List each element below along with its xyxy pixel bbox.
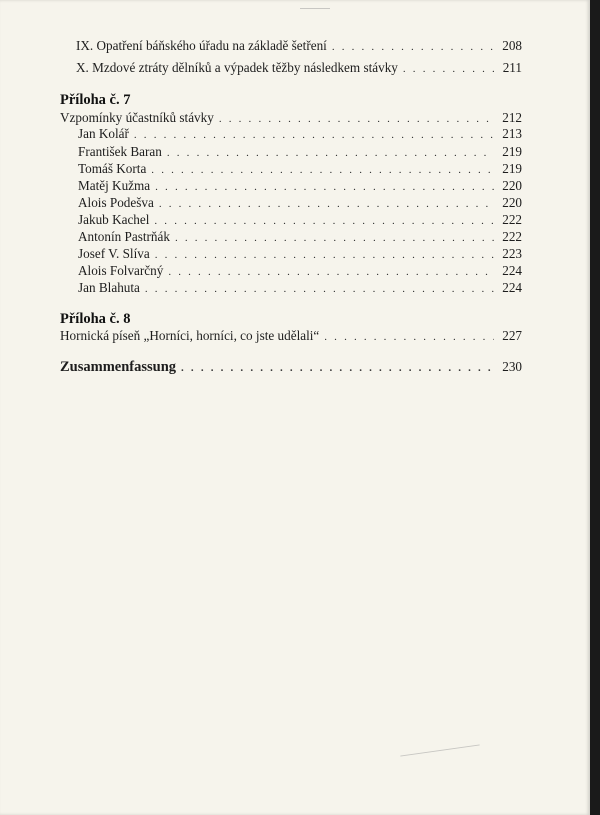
paper-mark (400, 744, 479, 756)
leader-dots (219, 113, 494, 125)
toc-entry-page: 222 (502, 229, 522, 244)
toc-entry[interactable] (78, 280, 522, 296)
toc-entry[interactable] (78, 246, 522, 262)
toc-entry-page: 224 (502, 280, 522, 295)
toc-entry-page: 223 (502, 246, 522, 261)
toc-entry-title: Hornická píseň „Horníci, horníci, co jste udělali“ (60, 328, 320, 343)
toc-entry[interactable] (78, 229, 522, 245)
toc-entry-title: Josef V. Slíva (78, 246, 150, 261)
toc-entry-page: 211 (502, 60, 522, 75)
toc-entry-page: 219 (502, 144, 522, 159)
toc-entry-page: 213 (502, 126, 522, 141)
leader-dots (155, 181, 494, 193)
toc-entry-chapter-ix[interactable] (76, 38, 522, 54)
toc-entry[interactable] (78, 178, 522, 194)
toc-entry-title: Antonín Pastrňák (78, 229, 170, 244)
toc-entry[interactable] (78, 161, 522, 177)
toc-entry[interactable] (78, 144, 522, 160)
toc-entry-appendix-7-section[interactable] (60, 110, 522, 126)
toc-entry-title: IX. Opatření báňského úřadu na základě šetření (76, 38, 327, 53)
toc-entry-title: Jan Blahuta (78, 280, 140, 295)
leader-dots (151, 164, 494, 176)
toc-entry-title: Jakub Kachel (78, 212, 150, 227)
toc-entry-page: 230 (502, 359, 522, 374)
toc-entry[interactable] (78, 126, 522, 142)
toc-entry-title: Matěj Kužma (78, 178, 151, 193)
leader-dots (134, 129, 494, 141)
leader-dots (159, 198, 494, 210)
toc-entry-title: František Baran (78, 144, 162, 159)
appendix-8-heading: Příloha č. 8 (60, 311, 131, 327)
toc-entry-page: 220 (502, 195, 522, 210)
toc-entry-page: 219 (502, 161, 522, 176)
leader-dots (403, 63, 494, 75)
toc-entry[interactable] (78, 263, 522, 279)
toc-entry-title: Jan Kolář (78, 126, 129, 141)
toc-entry-page: 208 (502, 38, 522, 53)
toc-entry-page: 212 (502, 110, 522, 125)
toc-entry-page: 227 (502, 328, 522, 343)
toc-entry-title: X. Mzdové ztráty dělníků a výpadek těžby následkem stávky (76, 60, 398, 75)
leader-dots (168, 266, 494, 278)
toc-entry-appendix-8[interactable] (60, 328, 522, 344)
leader-dots (332, 41, 494, 53)
leader-dots (145, 283, 494, 295)
toc-entry-title: Alois Folvarčný (78, 263, 164, 278)
leader-dots (167, 147, 494, 159)
appendix-7-heading: Příloha č. 7 (60, 92, 131, 108)
toc-entry-title: Alois Podešva (78, 195, 154, 210)
toc-entry-page: 220 (502, 178, 522, 193)
toc-entry-page: 222 (502, 212, 522, 227)
leader-dots (324, 331, 494, 343)
leader-dots (175, 232, 494, 244)
toc-entry-title: Zusammenfassung (60, 359, 177, 375)
toc-entry-title: Vzpomínky účastníků stávky (60, 110, 214, 125)
toc-entry-page: 224 (502, 263, 522, 278)
toc-entry[interactable] (78, 195, 522, 211)
leader-dots (155, 249, 494, 261)
paper-mark (300, 8, 330, 9)
toc-entry-chapter-x[interactable] (76, 60, 522, 76)
toc-entry[interactable] (78, 212, 522, 228)
leader-dots (181, 362, 494, 374)
toc-entry-summary[interactable] (60, 359, 522, 376)
toc-entry-title: Tomáš Korta (78, 161, 147, 176)
leader-dots (154, 215, 494, 227)
